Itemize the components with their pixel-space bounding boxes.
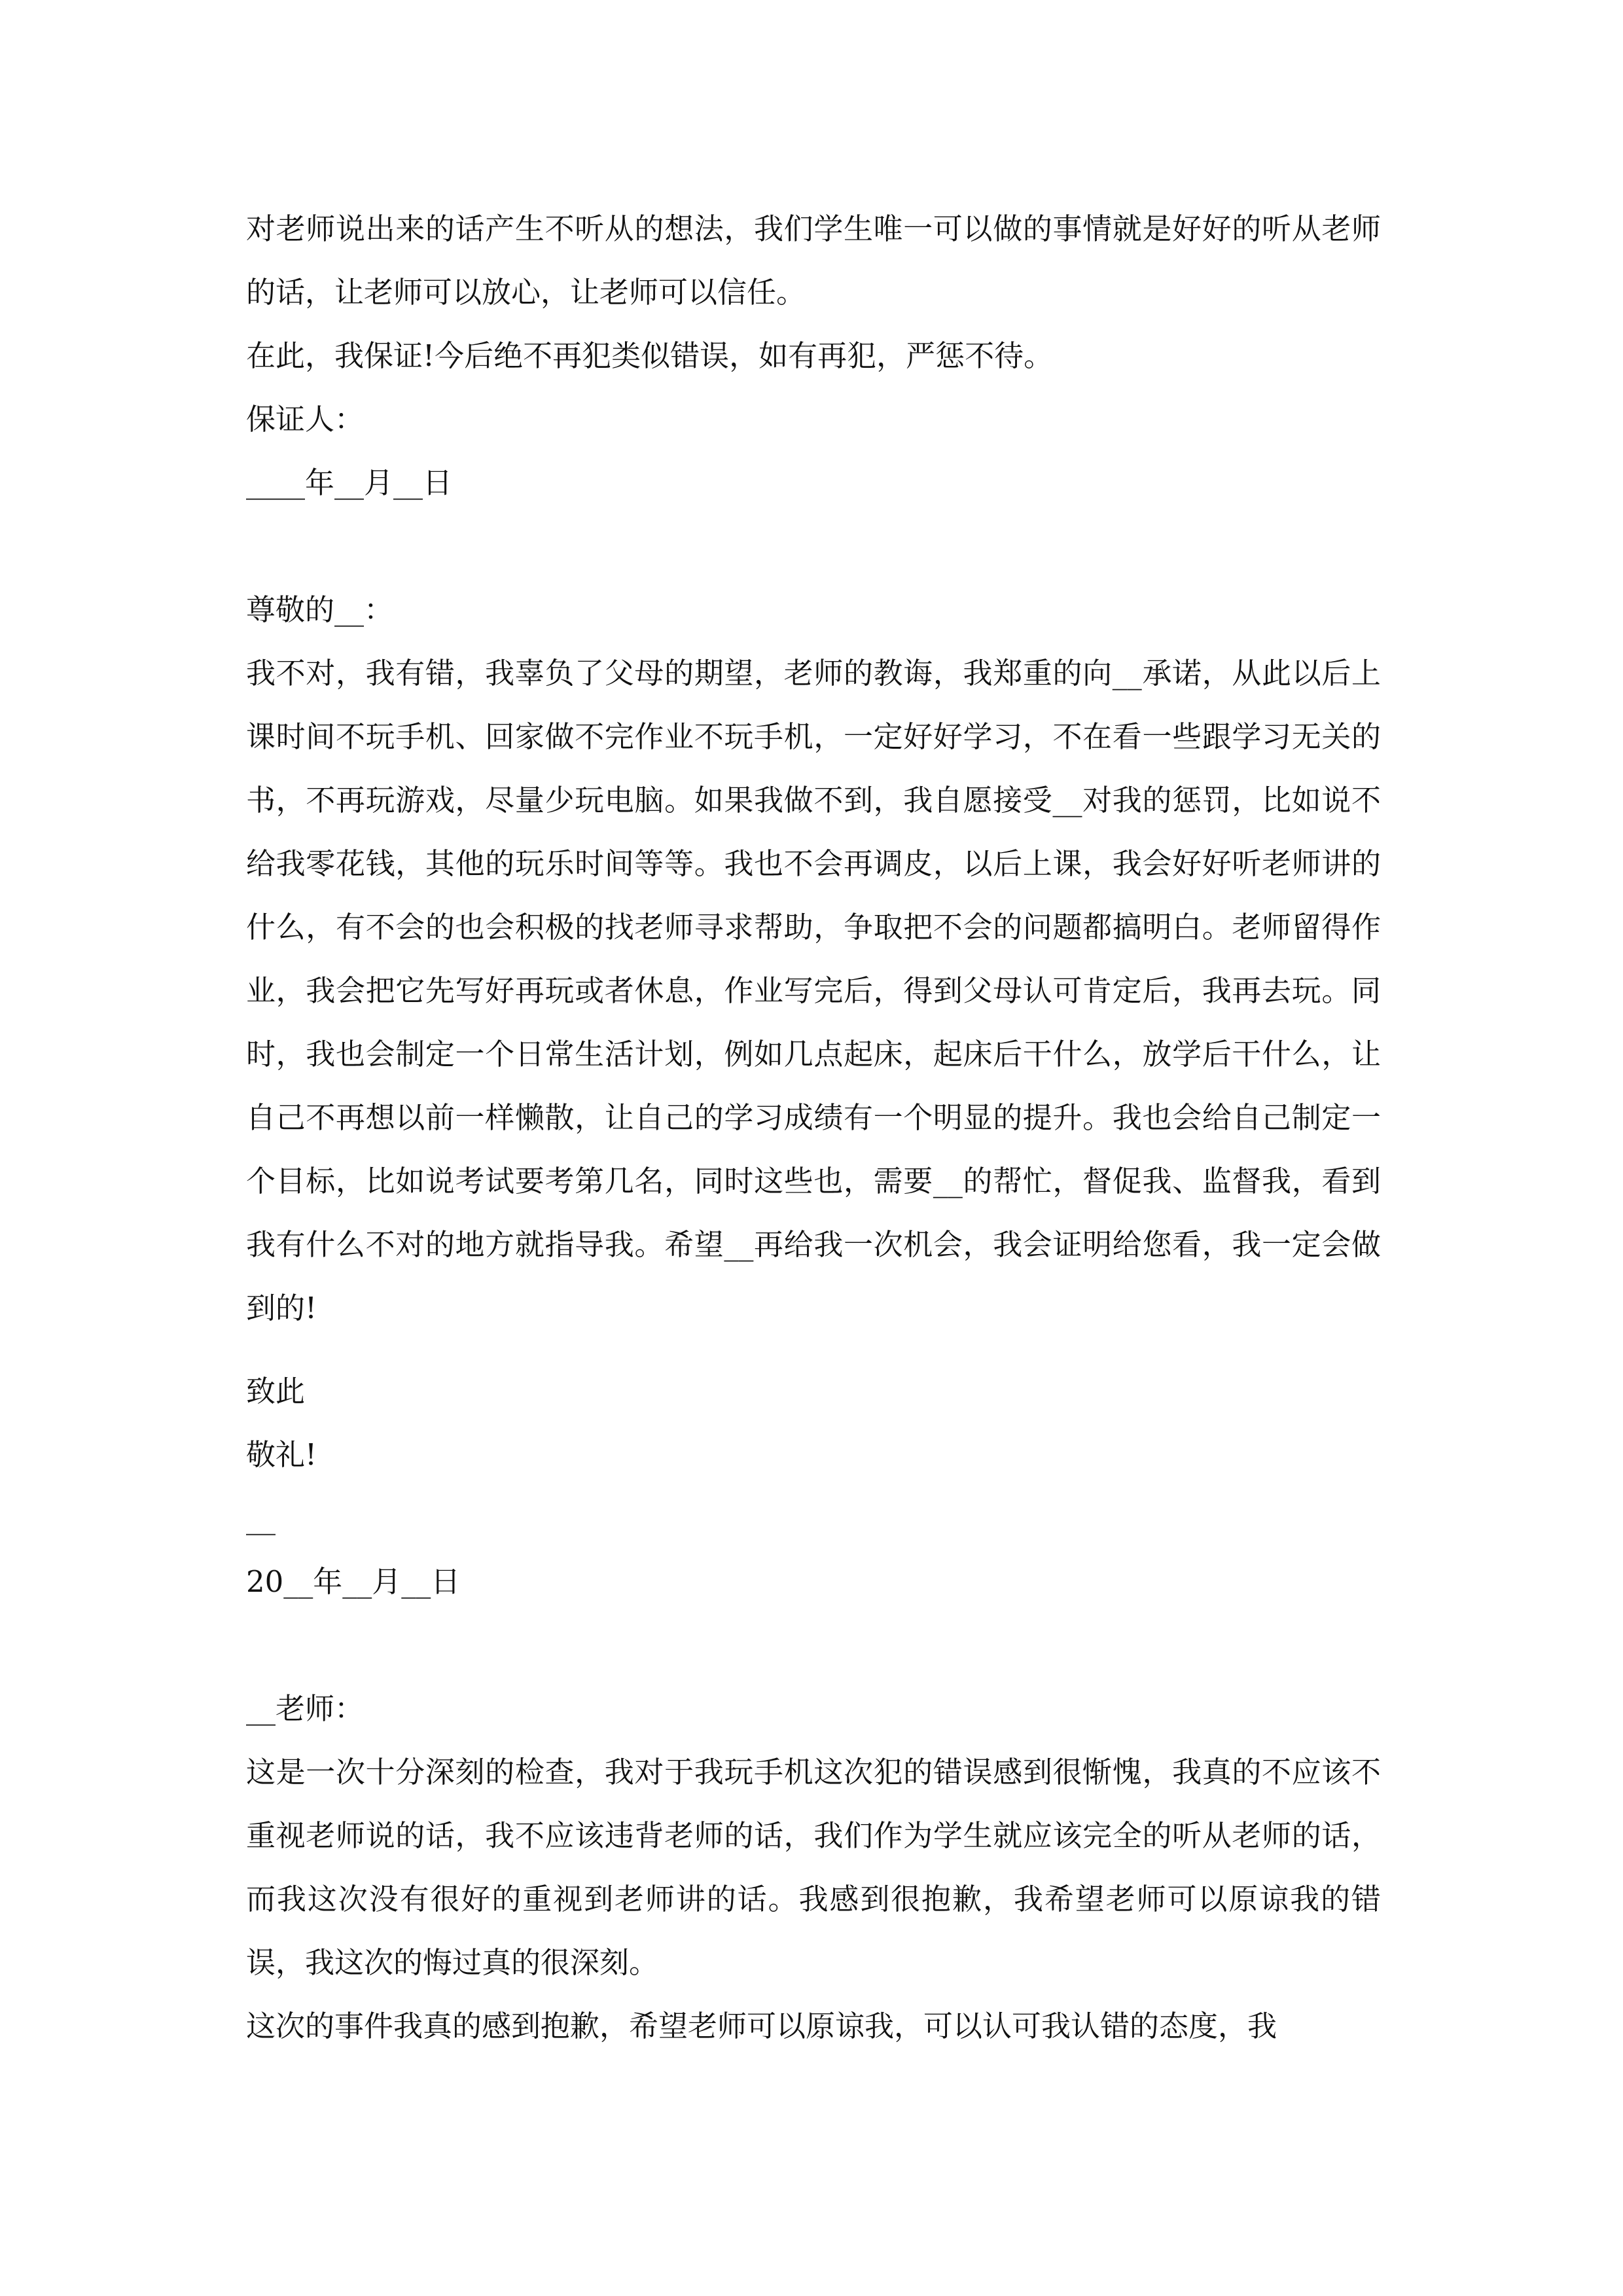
letter1-paragraph-end: 对老师说出来的话产生不听从的想法，我们学生唯一可以做的事情就是好好的听从老师的话，让老师可以放心，让老师可以信任。 (246, 211, 1381, 310)
letter2-closing-2: 敬礼! (246, 1437, 317, 1472)
letter1-signer-label: 保证人： (246, 402, 365, 437)
letter3-paragraph-1: 这是一次十分深刻的检查，我对于我玩手机这次犯的错误感到很惭愧，我真的不应该不重视老师说的话，我不应该违背老师的话，我们作为学生就应该完全的听从老师的话，而我这次没有很好的重视到老师讲的话。我感到很抱歉，我希望老师可以原谅我的错误，我这次的悔过真的很深刻。 (246, 1755, 1381, 1980)
letter1-promise: 在此，我保证!今后绝不再犯类似错误，如有再犯，严惩不待。 (246, 338, 1054, 373)
letter3-salutation: __老师： (246, 1691, 365, 1726)
letter2-date: 20__年__月__日 (246, 1564, 461, 1599)
letter2-body: 我不对，我有错，我辜负了父母的期望，老师的教诲，我郑重的向__承诺，从此以后上课时间不玩手机、回家做不完作业不玩手机，一定好好学习，不在看一些跟学习无关的书，不再玩游戏，尽量少玩电脑。如果我做不到，我自愿接受__对我的惩罚，比如说不给我零花钱，其他的玩乐时间等等。我也不会再调皮，以后上课，我会好好听老师讲的什么，有不会的也会积极的找老师寻求帮助，争取把不会的问题都搞明白。老师留得作业，我会把它先写好再玩或者休息，作业写完后，得到父母认可肯定后，我再去玩。同时，我也会制定一个日常生活计划，例如几点起床，起床后干什么，放学后干什么，让自己不再想以前一样懒散，让自己的学习成绩有一个明显的提升。我也会给自己制定一个目标，比如说考试要考第几名，同时这些也，需要__的帮忙，督促我、监督我，看到我有什么不对的地方就指导我。希望__再给我一次机会，我会证明给您看，我一定会做到的! (246, 656, 1381, 1325)
letter1-date: ____年__月__日 (246, 465, 453, 500)
letter2-closing-1: 致此 (246, 1374, 306, 1408)
letter2-salutation: 尊敬的__： (246, 592, 394, 627)
letter2-signature: __ (246, 1501, 276, 1535)
letter3-paragraph-2: 这次的事件我真的感到抱歉，希望老师可以原谅我，可以认可我认错的态度，我 (246, 2009, 1277, 2043)
